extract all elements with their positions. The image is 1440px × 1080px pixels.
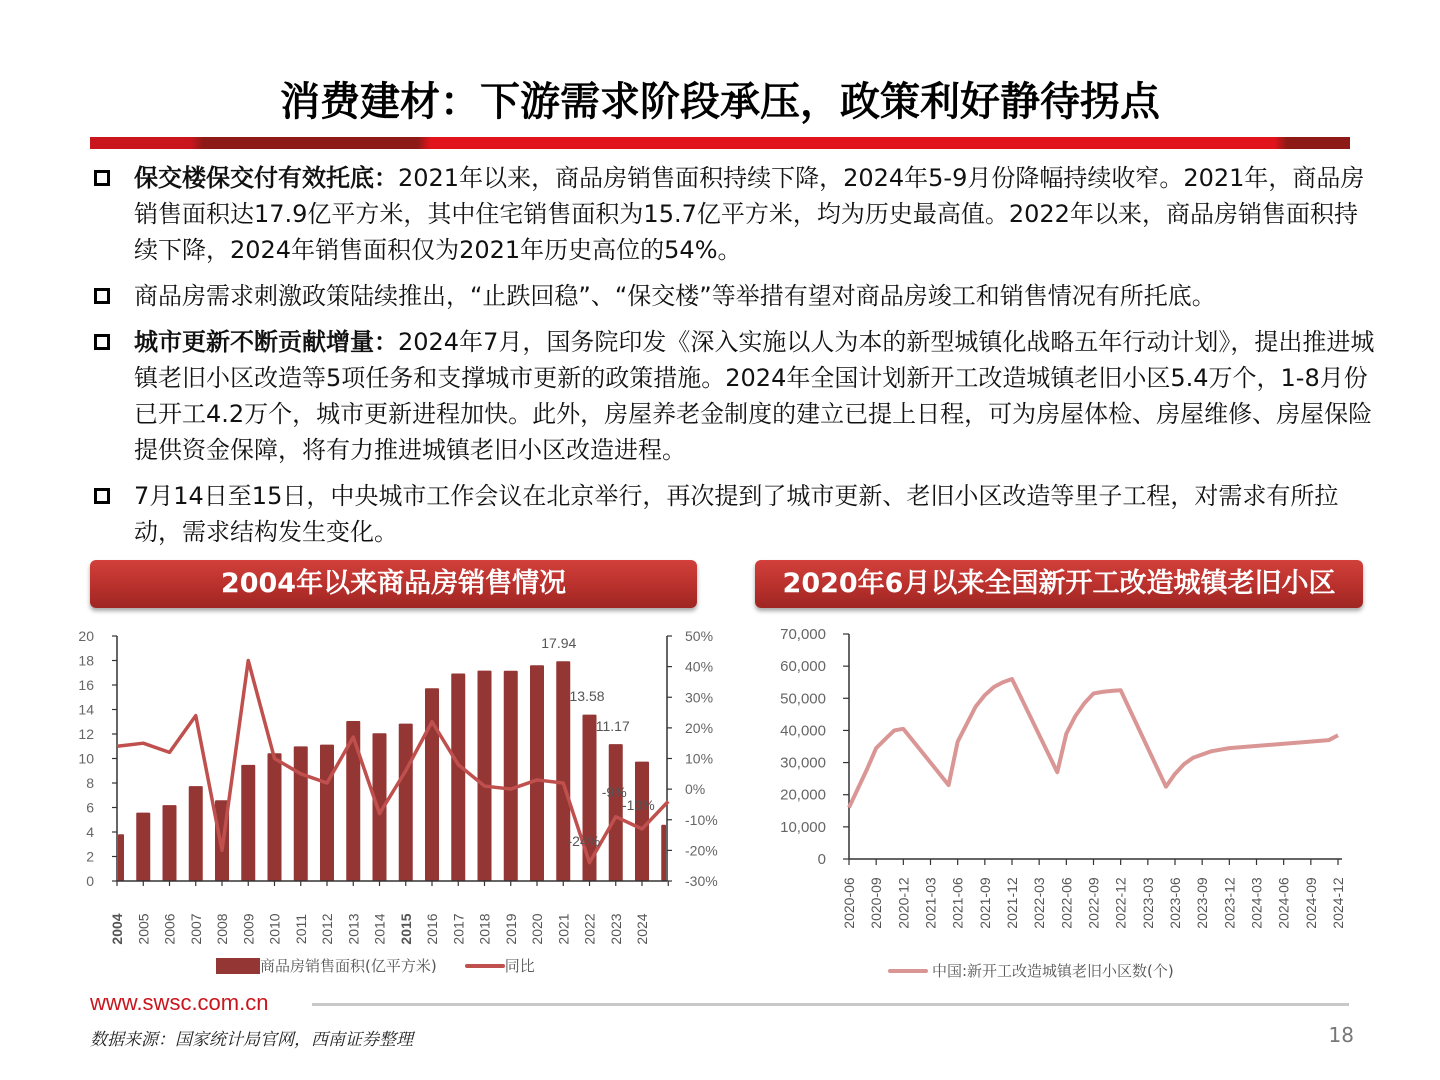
- sales-area-bar: [530, 665, 544, 881]
- sales-area-bar: [163, 805, 177, 881]
- legend-line-swatch: [888, 969, 928, 973]
- y2-tick-label: -20%: [685, 842, 718, 859]
- bullet-text: 2024年7月，国务院印发《深入实施以人为本的新型城镇化战略五年行动计划》，提出推进城镇老旧小区改造等5项任务和支撑城市更新的政策措施。2024年全国计划新开工改造城镇老旧小区5.4万个，1-8月份已开工4.2万个，城市更新进程加快。此外，房屋养老金制度的建立已提上日程，可为房屋体检、房屋维修、房屋保险提供资金保障，将有力推进城镇老旧小区改造进程。: [134, 328, 1375, 464]
- y-tick-label: 18: [78, 652, 94, 669]
- y2-tick-label: 40%: [685, 658, 714, 675]
- sales-area-bar: [451, 673, 465, 881]
- y2-tick-label: 20%: [685, 719, 714, 736]
- y2-tick-label: 10%: [685, 750, 714, 767]
- page-title: 消费建材：下游需求阶段承压，政策利好静待拐点: [280, 79, 1160, 125]
- chart-header-sales: 2004年以来商品房销售情况: [90, 560, 697, 608]
- x-tick-label: 2021-03: [922, 877, 939, 929]
- x-tick-label: 2022-09: [1085, 877, 1102, 929]
- legend-line-swatch: [465, 964, 505, 968]
- x-tick-label: 2007: [187, 913, 204, 945]
- y2-tick-label: 0%: [685, 781, 706, 798]
- y-tick-label: 4: [86, 824, 94, 840]
- x-tick-label: 2008: [214, 913, 230, 945]
- y-tick-label: 0: [86, 873, 94, 889]
- x-tick-label: 2017: [450, 913, 467, 945]
- y-tick-label: 6: [86, 799, 94, 816]
- bullet-heading: 城市更新不断贡献增量：: [134, 328, 398, 356]
- x-tick-label: 2023: [607, 913, 624, 945]
- y-tick-label: 40,000: [780, 722, 826, 740]
- sales-area-bar: [136, 813, 150, 881]
- x-tick-label: 2009: [240, 913, 257, 945]
- x-tick-label: 2021-06: [949, 877, 966, 929]
- x-tick-label: 2022: [581, 913, 598, 945]
- x-tick-label: 2016: [424, 913, 440, 945]
- bullet-heading: 保交楼保交付有效托底：: [134, 164, 398, 192]
- y-tick-label: 10: [78, 750, 94, 767]
- y-tick-label: 12: [78, 726, 94, 742]
- x-tick-label: 2013: [345, 913, 362, 945]
- data-label: -9%: [601, 784, 627, 800]
- x-tick-label: 2019: [502, 913, 519, 945]
- page-number: 18: [1328, 1023, 1354, 1047]
- y2-tick-label: -30%: [685, 873, 718, 889]
- sales-area-bar: [425, 688, 439, 881]
- data-label: -24%: [567, 833, 601, 849]
- x-tick-label: 2014: [371, 913, 388, 945]
- legend-bar-swatch: [216, 958, 260, 974]
- x-tick-label: 2005: [135, 913, 152, 945]
- x-tick-label: 2006: [161, 913, 178, 945]
- sales-area-bar: [241, 765, 255, 881]
- sales-area-bar: [320, 745, 334, 881]
- legend-label-renovation: 中国:新开工改造城镇老旧小区数(个): [932, 962, 1174, 980]
- x-tick-label: 2004: [109, 913, 125, 945]
- x-tick-label: 2022-12: [1112, 877, 1129, 929]
- data-source: 数据来源：国家统计局官网，西南证券整理: [90, 1030, 413, 1050]
- x-tick-label: 2012: [319, 913, 335, 945]
- legend-label-yoy: 同比: [504, 957, 535, 975]
- x-tick-label: 2020: [529, 913, 545, 945]
- x-tick-label: 2024-03: [1248, 877, 1265, 929]
- x-tick-label: 2021-12: [1004, 877, 1020, 929]
- x-tick-label: 2015: [397, 913, 414, 945]
- data-label: 17.94: [541, 635, 577, 651]
- y-tick-label: 30,000: [780, 754, 826, 772]
- y-tick-label: 2: [86, 848, 94, 865]
- sales-area-bar: [504, 671, 518, 881]
- x-tick-label: 2023-06: [1167, 877, 1183, 929]
- y-tick-label: 0: [817, 851, 826, 868]
- data-label: -13%: [622, 797, 655, 813]
- sales-area-bar: [268, 753, 282, 881]
- bullet-text: 7月14日至15日，中央城市工作会议在北京举行，再次提到了城市更新、老旧小区改造等里子工程，对需求有所拉动，需求结构发生变化。: [134, 482, 1339, 546]
- x-tick-label: 2020-09: [868, 877, 885, 929]
- x-tick-label: 2023-03: [1139, 877, 1156, 929]
- x-tick-label: 2022-03: [1031, 877, 1048, 929]
- renovation-line: [849, 679, 1338, 808]
- x-tick-label: 2023-12: [1221, 877, 1238, 929]
- sales-area-bar: [661, 825, 666, 881]
- x-tick-label: 2018: [476, 913, 493, 945]
- x-tick-label: 2021-09: [976, 877, 993, 929]
- y-tick-label: 70,000: [780, 626, 826, 643]
- chart-header-renovation: 2020年6月以来全国新开工改造城镇老旧小区: [755, 560, 1363, 608]
- legend-label-area: 商品房销售面积(亿平方米): [260, 957, 437, 975]
- x-tick-label: 2020-12: [895, 877, 912, 929]
- y-tick-label: 16: [78, 677, 94, 693]
- sales-area-bar: [118, 834, 124, 881]
- y-tick-label: 60,000: [780, 658, 826, 676]
- sales-area-bar: [189, 786, 203, 881]
- y-tick-label: 20: [78, 628, 94, 644]
- y-tick-label: 8: [86, 775, 94, 791]
- x-tick-label: 2024: [634, 913, 650, 945]
- y-tick-label: 20,000: [780, 786, 826, 804]
- website-link[interactable]: www.swsc.com.cn: [90, 990, 269, 1015]
- x-tick-label: 2022-06: [1058, 877, 1075, 929]
- footer-divider: [312, 1003, 1349, 1006]
- y-tick-label: 14: [78, 701, 94, 718]
- sales-chart-legend: [216, 955, 535, 976]
- x-tick-label: 2020-06: [841, 877, 857, 929]
- sales-area-bar: [399, 724, 413, 881]
- sales-area-bar: [478, 671, 492, 881]
- x-tick-label: 2023-09: [1194, 877, 1211, 929]
- y2-tick-label: 50%: [685, 628, 714, 644]
- x-tick-label: 2011: [292, 913, 309, 945]
- sales-area-bar: [609, 744, 623, 881]
- y2-tick-label: -10%: [685, 811, 718, 828]
- bullet-text: 2021年以来，商品房销售面积持续下降，2024年5-9月份降幅持续收窄。2021年，商品房销售面积达17.9亿平方米，其中住宅销售面积为15.7亿平方米，均为历史最高值。2022年以来，商品房销售面积持续下降，2024年销售面积仅为2021年历史高位的54%。: [134, 164, 1365, 264]
- x-tick-label: 2021: [555, 913, 572, 945]
- x-tick-label: 2024-09: [1302, 877, 1319, 929]
- sales-area-bar: [294, 746, 308, 881]
- x-tick-label: 2024-06: [1275, 877, 1292, 929]
- renovation-chart-legend: [888, 960, 1174, 981]
- y-tick-label: 10,000: [780, 818, 826, 836]
- data-label: 13.58: [569, 688, 605, 704]
- y2-tick-label: 30%: [685, 689, 714, 706]
- bullet-text: 商品房需求刺激政策陆续推出，“止跌回稳”、“保交楼”等举措有望对商品房竣工和销售情况有所托底。: [134, 282, 1216, 310]
- x-tick-label: 2010: [266, 913, 283, 945]
- x-tick-label: 2024-12: [1330, 877, 1346, 929]
- y-tick-label: 50,000: [780, 690, 826, 708]
- data-label: 11.17: [595, 718, 630, 734]
